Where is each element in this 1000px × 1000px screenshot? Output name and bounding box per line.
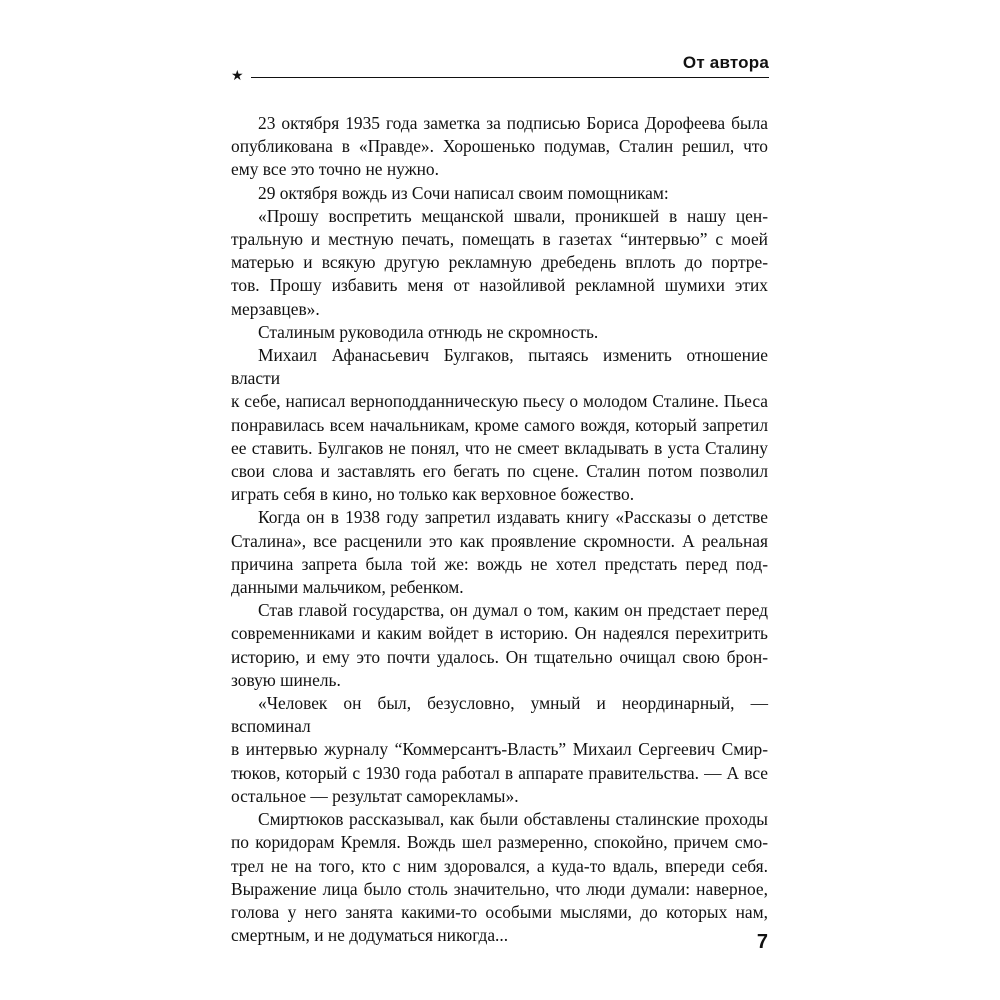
text-line: современниками и каким войдет в историю. Он надеялся перехитрить — [231, 623, 768, 644]
text-line: трел не на того, кто с ним здоровался, а куда-то вдаль, впереди себя. — [231, 855, 768, 876]
text-line: «Человек он был, безусловно, умный и неординарный, — вспоминал — [231, 693, 768, 737]
text-line: остальное — результат саморекламы». — [231, 785, 519, 806]
paragraph — [231, 182, 768, 205]
text-line: тральную и местную печать, помещать в газетах “интервью” с моей — [231, 229, 768, 250]
paragraph — [231, 112, 768, 182]
text-line: тов. Прошу избавить меня от назойливой рекламной шумихи этих — [231, 275, 768, 296]
text-line: Когда он в 1938 году запретил издавать книгу «Рассказы о детстве — [258, 507, 768, 528]
text-line: зовую шинель. — [231, 669, 341, 690]
text-line: ее ставить. Булгаков не понял, что не смеет вкладывать в уста Сталину — [231, 437, 768, 458]
text-line: Став главой государства, он думал о том, каким он предстает перед — [258, 600, 768, 621]
paragraph — [231, 506, 768, 599]
page-number: 7 — [756, 931, 768, 953]
body-text — [231, 112, 768, 947]
paragraph — [231, 321, 768, 344]
text-line: голова у него занята какими-то особыми мыслями, до которых нам, — [231, 901, 768, 922]
text-line: Сталина», все расценили это как проявление скромности. А реальная — [231, 530, 768, 551]
star-icon: ★ — [231, 68, 244, 84]
running-header-title: От автора — [682, 53, 769, 72]
text-line: Выражение лица было столь значительно, что люди думали: наверное, — [231, 878, 768, 899]
text-line: Смиртюков рассказывал, как были обставлены сталинские проходы — [258, 809, 768, 830]
running-header — [231, 52, 769, 82]
text-line: свои слова и заставлять его бегать по сцене. Сталин потом позволил — [231, 461, 768, 482]
text-line: ему все это точно не нужно. — [231, 159, 439, 180]
text-line: тюков, который с 1930 года работал в аппарате правительства. — А все — [231, 762, 768, 783]
paragraph — [231, 599, 768, 692]
paragraph — [231, 344, 768, 506]
text-line: понравилась всем начальникам, кроме самого вождя, который запретил — [231, 414, 768, 435]
text-line: смертным, и не додуматься никогда... — [231, 925, 509, 946]
text-line: 23 октября 1935 года заметка за подписью Бориса Дорофеева была — [258, 113, 768, 133]
text-line: Сталиным руководила отнюдь не скромность. — [258, 321, 599, 342]
text-line: опубликована в «Правде». Хорошенько подумав, Сталин решил, что — [231, 136, 768, 157]
text-line: мерзавцев». — [231, 298, 320, 319]
paragraph — [231, 808, 768, 947]
text-line: историю, и ему это почти удалось. Он тщательно очищал свою брон- — [231, 646, 768, 667]
paragraph — [231, 692, 768, 808]
text-line: по коридорам Кремля. Вождь шел размеренно, спокойно, причем смо- — [231, 832, 768, 853]
text-line: играть себя в кино, но только как верховное божество. — [231, 484, 635, 505]
text-line: в интервью журналу “Коммерсантъ-Власть” Михаил Сергеевич Смир- — [231, 739, 768, 760]
text-line: к себе, написал верноподданническую пьесу о молодом Сталине. Пьеса — [231, 391, 768, 412]
text-line: 29 октября вождь из Сочи написал своим помощникам: — [258, 182, 669, 203]
text-line: данными мальчиком, ребенком. — [231, 577, 464, 598]
text-line: Михаил Афанасьевич Булгаков, пытаясь изменить отношение власти — [231, 345, 768, 389]
text-line: причина запрета была той же: вождь не хотел предстать перед под- — [231, 553, 768, 574]
text-line: матерью и всякую другую рекламную дребедень вплоть до портре- — [231, 252, 768, 273]
paragraph — [231, 205, 768, 321]
text-line: «Прошу воспретить мещанской швали, проникшей в нашу цен- — [258, 205, 768, 226]
header-rule — [251, 77, 769, 78]
